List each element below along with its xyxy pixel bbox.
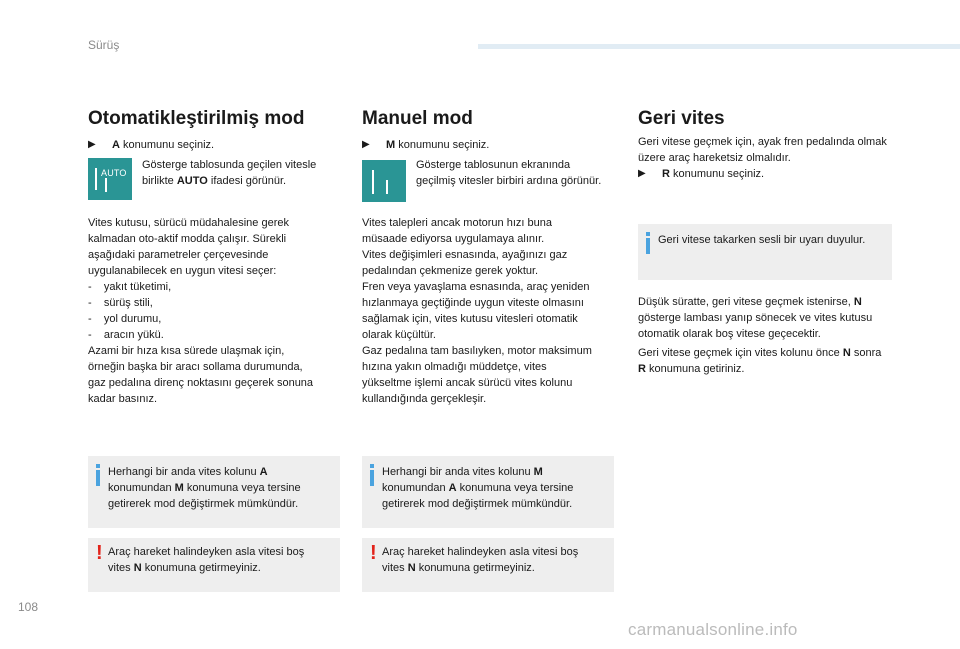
body-line: - sürüş stili, <box>88 297 153 309</box>
body-line: pedalından çekmenize gerek yoktur. <box>362 265 539 277</box>
para-text-part: sonra <box>850 347 882 359</box>
note-text-part: konumundan <box>382 482 449 494</box>
body-line: uygulanabilecek en uygun vitesi seçer: <box>88 265 277 277</box>
info-note-text: Geri vitese takarken sesli bir uyarı duyulur. <box>658 234 866 246</box>
note-text-part: Herhangi bir anda vites kolunu <box>382 466 534 478</box>
info-icon-bar <box>646 238 650 254</box>
info-note-text <box>382 464 602 512</box>
info-icon-bar <box>96 470 100 486</box>
body-line: Gaz pedalına tam basılıyken, motor maksimum <box>362 345 592 357</box>
note-text-part: konumuna veya tersine getirerek mod değiştirmek mümkündür. <box>108 482 301 510</box>
body-line: yükseltme işlemi ancak sürücü vites kolunu <box>362 377 573 389</box>
bullet-arrow-icon: ▶ <box>638 168 646 179</box>
warning-icon: ! <box>370 542 377 564</box>
col2-body <box>362 215 622 407</box>
auto-icon-label: AUTO <box>101 168 127 178</box>
note-text-part: konumuna veya tersine getirerek mod değiştirmek mümkündür. <box>382 482 574 510</box>
note-text-part: konumundan <box>108 482 175 494</box>
body-line: hızlanmaya geçtiğinde uygun viteste olmasını <box>362 297 584 309</box>
body-line: gaz pedalına direnç noktasını geçerek sonuna <box>88 377 314 389</box>
auto-indicator-icon <box>88 158 132 200</box>
para-key: N <box>853 296 862 308</box>
note-key: N <box>407 562 416 574</box>
col3-para1 <box>638 294 890 342</box>
note-key: A <box>448 482 457 494</box>
icon-text-part: ifadesi görünür. <box>207 175 287 187</box>
body-line: olarak küçültür. <box>362 329 436 341</box>
col3-para2 <box>638 345 890 377</box>
body-line: kalmadan oto-aktif modda çalışır. Sürekli <box>88 233 287 245</box>
col2-title: Manuel mod <box>362 108 473 129</box>
info-icon-bar <box>370 470 374 486</box>
body-line: kullandığında gerçekleşir. <box>362 393 487 405</box>
page-number: 108 <box>18 600 39 614</box>
info-note-text <box>108 464 328 512</box>
header-bar <box>478 44 960 49</box>
body-line: Fren veya yavaşlama esnasında, araç yeniden <box>362 281 590 293</box>
note-key: M <box>174 482 184 494</box>
body-line: - yol durumu, <box>88 313 162 325</box>
bullet-text: konumunu seçiniz. <box>395 139 490 151</box>
info-icon <box>646 232 650 236</box>
body-line: sağlamak için, vites kutusu vitesleri otomatik <box>362 313 578 325</box>
col3-intro: Geri vitese geçmek için, ayak fren pedalında olmak üzere araç hareketsiz olmalıdır. <box>638 136 887 164</box>
info-icon <box>96 464 100 468</box>
col2-warning-note <box>362 538 614 592</box>
note-text-part: konumuna getirmeyiniz. <box>415 562 535 574</box>
body-line: kadar basınız. <box>88 393 158 405</box>
col2-bullet <box>362 137 612 153</box>
watermark: carmanualsonline.info <box>628 620 798 639</box>
body-line: Azami bir hıza kısa sürede ulaşmak için, <box>88 345 285 357</box>
bullet-text: konumunu seçiniz. <box>119 139 215 151</box>
section-header: Sürüş <box>88 38 120 52</box>
warning-note-text <box>108 544 328 576</box>
col1-title: Otomatikleştirilmiş mod <box>88 108 305 129</box>
note-key: N <box>133 562 142 574</box>
col3-bullet <box>638 166 888 182</box>
col1-warning-note <box>88 538 340 592</box>
note-text-part: konumuna getirmeyiniz. <box>141 562 261 574</box>
note-key: A <box>259 466 268 478</box>
col3-title: Geri vites <box>638 108 725 129</box>
warning-note-text <box>382 544 602 576</box>
body-line: örneğin başka bir aracı sollama durumunda, <box>88 361 303 373</box>
body-line: Vites değişimleri esnasında, ayağınızı gaz <box>362 249 568 261</box>
icon-text-part: Gösterge tablosunda geçilen vitesle birlikte <box>142 159 317 187</box>
col1-body <box>88 215 348 407</box>
col1-bullet <box>88 137 338 153</box>
bullet-key: M <box>386 139 396 151</box>
para-key: N <box>842 347 851 359</box>
body-line: - yakıt tüketimi, <box>88 281 172 293</box>
col2-icon-text: Gösterge tablosunun ekranında geçilmiş vitesler birbiri ardına görünür. <box>416 159 602 187</box>
col2-info-note <box>362 456 614 528</box>
para-text-part: Düşük süratte, geri vitese geçmek istenirse, <box>638 296 854 308</box>
body-line: aşağıdaki parametreler çerçevesinde <box>88 249 269 261</box>
bullet-arrow-icon: ▶ <box>88 139 96 150</box>
bullet-arrow-icon: ▶ <box>362 139 370 150</box>
note-text-part: Araç hareket halindeyken asla vitesi boş vites <box>382 546 579 574</box>
body-line: müsaade ediyorsa uygulamaya alınır. <box>362 233 545 245</box>
para-text-part: gösterge lambası yanıp sönecek ve vites kutusu otomatik olarak boş vitese geçecektir. <box>638 312 873 340</box>
para-text-part: Geri vitese geçmek için vites kolunu önce <box>638 347 843 359</box>
body-line: Vites kutusu, sürücü müdahalesine gerek <box>88 217 289 229</box>
note-text-part: Herhangi bir anda vites kolunu <box>108 466 260 478</box>
warning-icon: ! <box>96 542 103 564</box>
para-text-part: konumuna getiriniz. <box>645 363 745 375</box>
body-line: - aracın yükü. <box>88 329 164 341</box>
bullet-text: konumunu seçiniz. <box>669 168 765 180</box>
para-key: R <box>638 363 646 375</box>
bullet-key: A <box>112 139 120 151</box>
note-text-part: Araç hareket halindeyken asla vitesi boş vites <box>108 546 305 574</box>
icon-text-key: AUTO <box>176 175 208 187</box>
body-line: Vites talepleri ancak motorun hızı buna <box>362 217 552 229</box>
col1-icon-text <box>142 157 338 189</box>
info-icon <box>370 464 374 468</box>
col3-info-note <box>638 224 892 280</box>
note-key: M <box>533 466 543 478</box>
body-line: hızına yakın olmadığı müddetçe, vites <box>362 361 547 373</box>
manual-indicator-icon <box>362 160 406 202</box>
col1-info-note <box>88 456 340 528</box>
bullet-key: R <box>662 168 670 180</box>
